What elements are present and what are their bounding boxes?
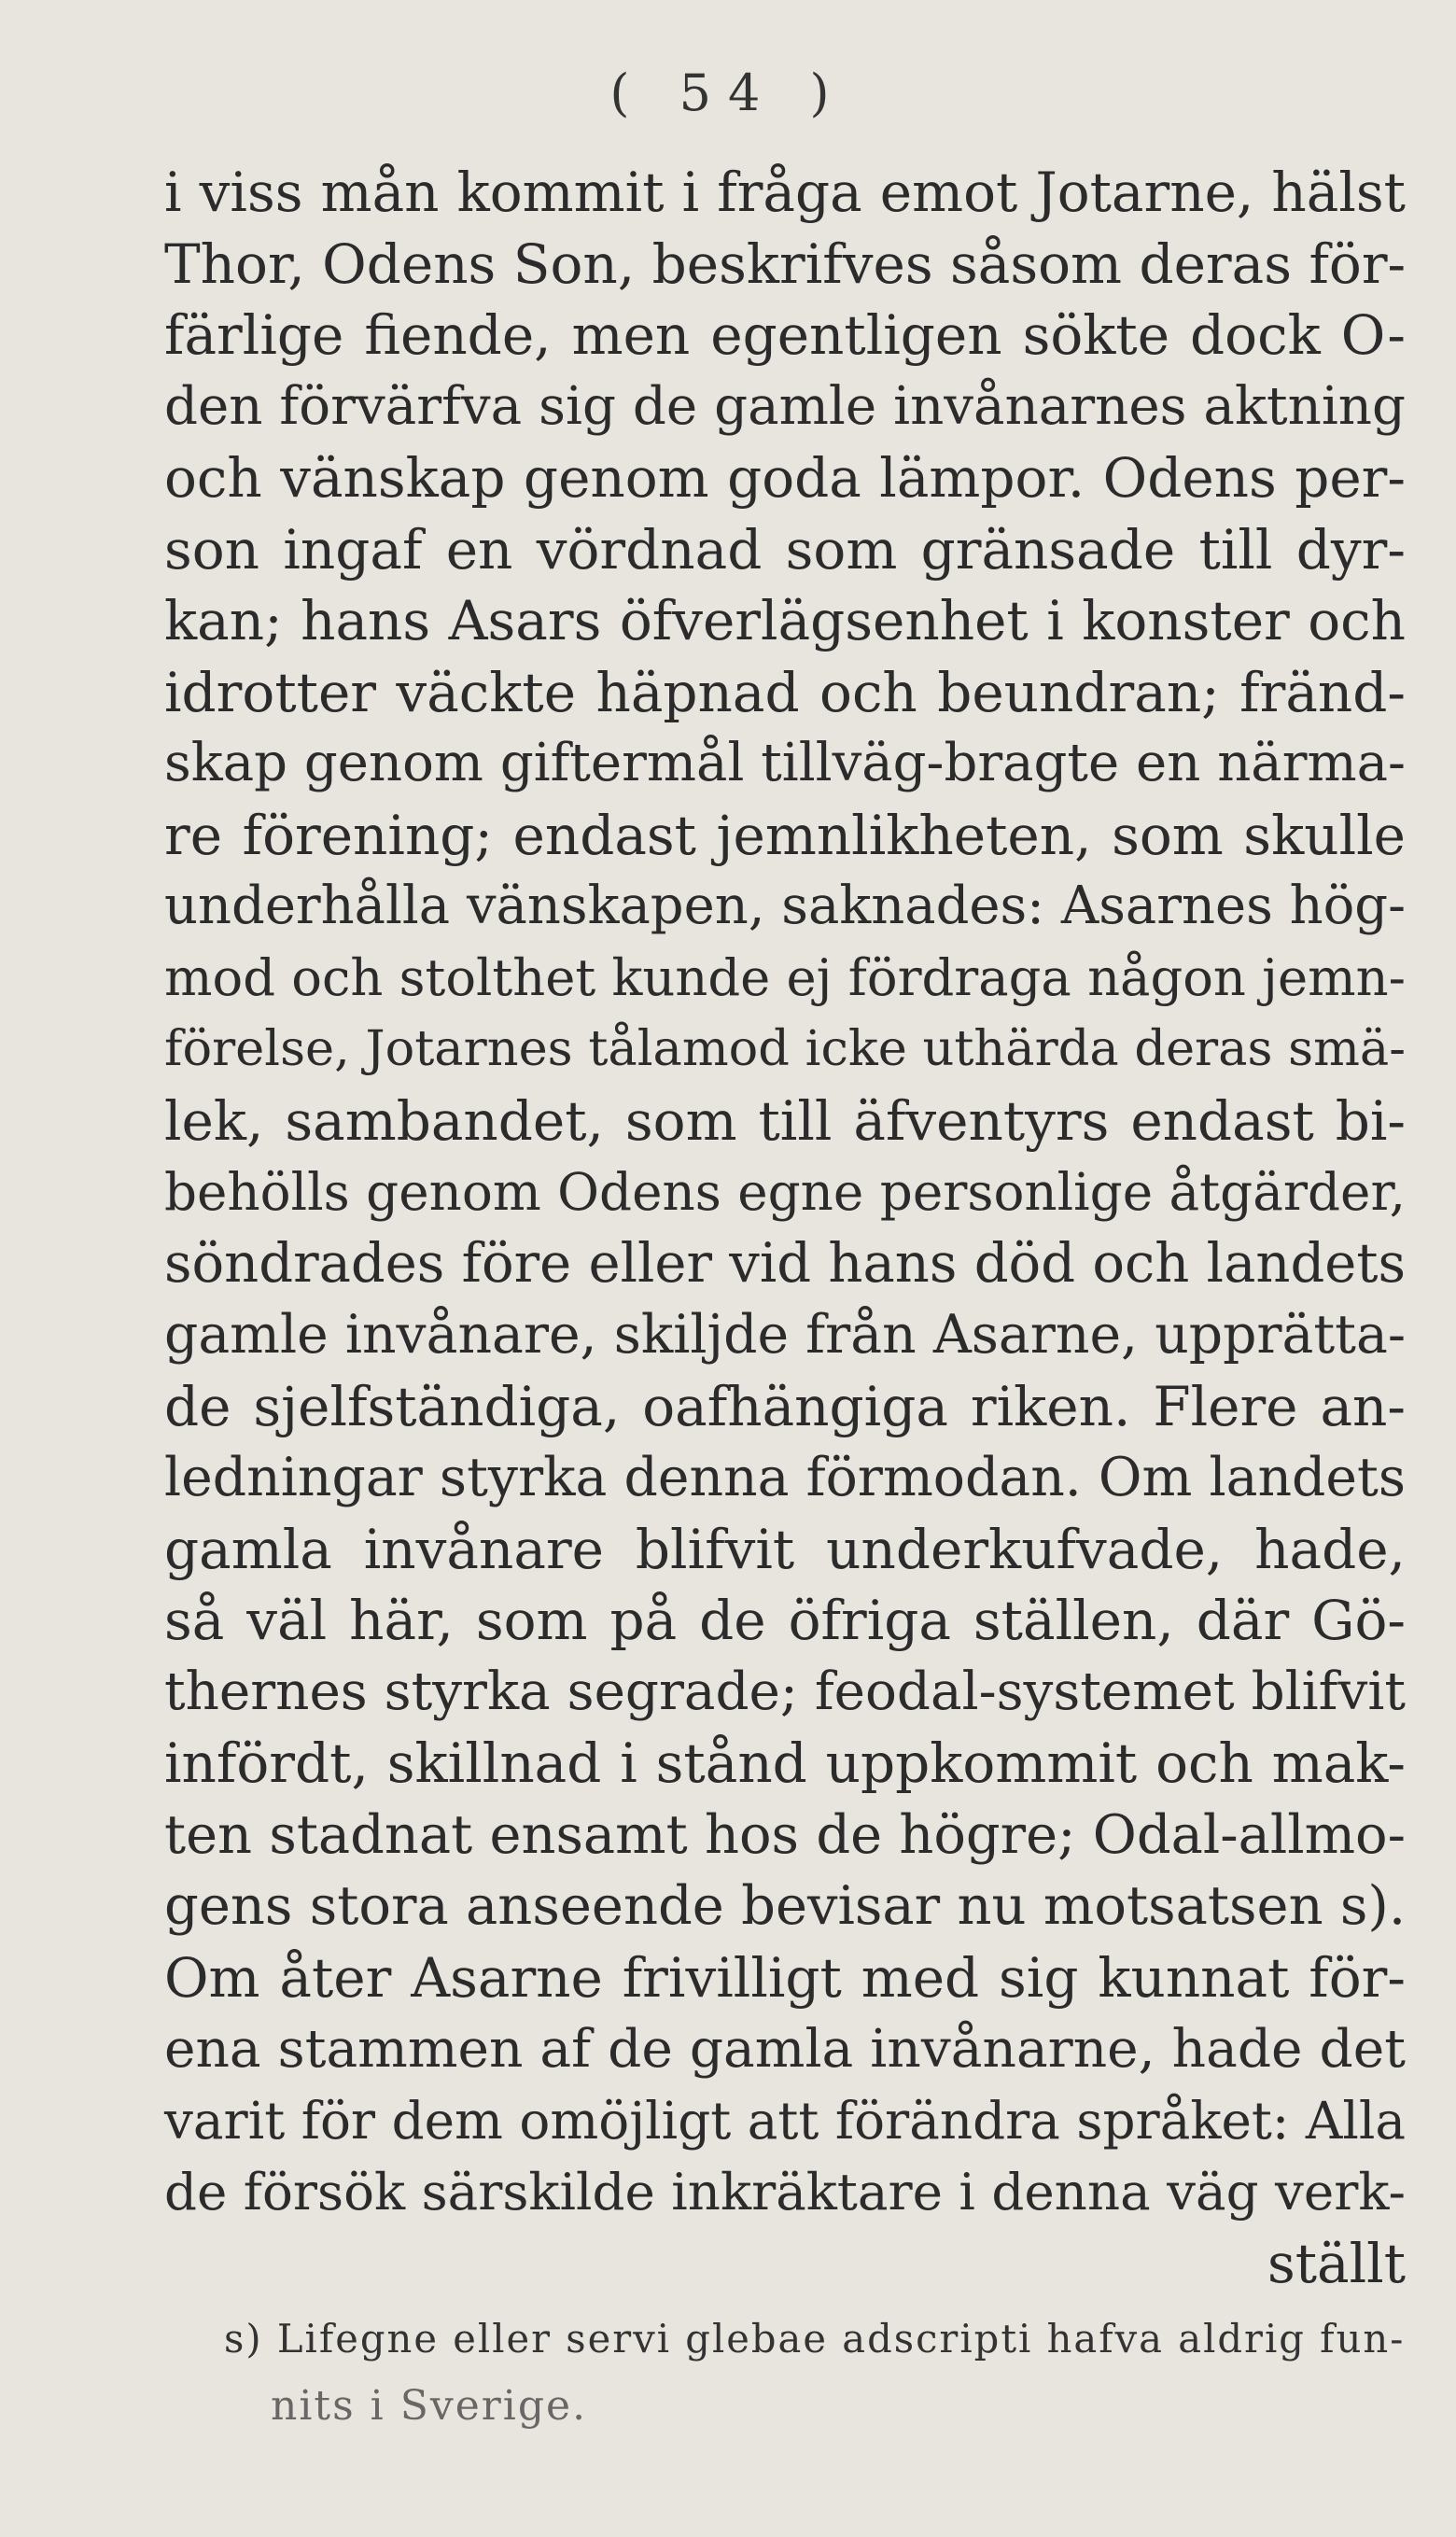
text-line: färlige fiende, men egentligen sökte dock O- xyxy=(164,303,1406,367)
text-line: ledningar styrka denna förmodan. Om landets xyxy=(164,1447,1406,1508)
text-line: gens stora anseende bevisar nu motsatsen s). xyxy=(164,1874,1407,1937)
footnote-line: s) Lifegne eller servi glebae adscripti hafva aldrig fun- xyxy=(224,2316,1406,2362)
text-line: gamle invånare, skiljde från Asarne, upprätta- xyxy=(164,1304,1406,1366)
text-line: i viss mån kommit i fråga emot Jotarne, hälst xyxy=(164,161,1406,224)
body-text xyxy=(164,157,1406,2299)
text-line: gamla invånare blifvit underkufvade, hade, xyxy=(164,1517,1406,1581)
text-line: söndrades före eller vid hans död och landets xyxy=(164,1231,1406,1295)
text-line: förelse, Jotarnes tålamod icke uthärda deras smä- xyxy=(164,1020,1406,1077)
text-line: den förvärfva sig de gamle invånarnes aktning xyxy=(164,375,1406,437)
text-line: de försök särskilde inkräktare i denna väg verk- xyxy=(164,2162,1406,2222)
text-line: lek, sambandet, som till äfventyrs endast bi- xyxy=(164,1088,1406,1153)
text-line: kan; hans Asars öfverlägsenhet i konster och xyxy=(164,589,1406,652)
text-line: skap genom giftermål tillväg-bragte en närma- xyxy=(164,733,1406,793)
text-line: thernes styrka segrade; feodal-systemet blifvit xyxy=(164,1661,1406,1722)
text-line: underhålla vänskapen, saknades: Asarnes hög- xyxy=(164,876,1406,936)
footnote-line: nits i Sverige. xyxy=(271,2382,588,2430)
text-line: Thor, Odens Son, beskrifves såsom deras för- xyxy=(164,231,1407,296)
text-line: ena stammen af de gamla invånarne, hade det xyxy=(164,2018,1406,2080)
text-line: så väl här, som på de öfriga ställen, där Gö- xyxy=(164,1589,1406,1652)
text-line: re förening; endast jemnlikheten, som skulle xyxy=(164,803,1406,867)
text-line: de sjelfständiga, oafhängiga riken. Flere an- xyxy=(164,1374,1406,1438)
catchword: ställt xyxy=(1267,2231,1406,2295)
page-number: ( 54 ) xyxy=(609,63,847,122)
text-line: son ingaf en vördnad som gränsade till dyr- xyxy=(164,517,1406,582)
text-line: idrotter väckte häpnad och beundran; fränd- xyxy=(164,660,1406,724)
text-line: ten stadnat ensamt hos de högre; Odal-allmo- xyxy=(164,1802,1406,1866)
text-line: behölls genom Odens egne personlige åtgärder, xyxy=(164,1162,1406,1222)
text-line: infördt, skillnad i stånd uppkommit och mak- xyxy=(164,1731,1406,1795)
text-line: mod och stolthet kunde ej fördraga någon jemn- xyxy=(164,947,1406,1007)
text-line: och vänskap genom goda lämpor. Odens per- xyxy=(164,446,1406,510)
text-line: varit för dem omöjligt att förändra språket: Alla xyxy=(164,2090,1406,2151)
text-line: Om åter Asarne frivilligt med sig kunnat för- xyxy=(164,1945,1406,2010)
footnote xyxy=(224,2306,1406,2440)
